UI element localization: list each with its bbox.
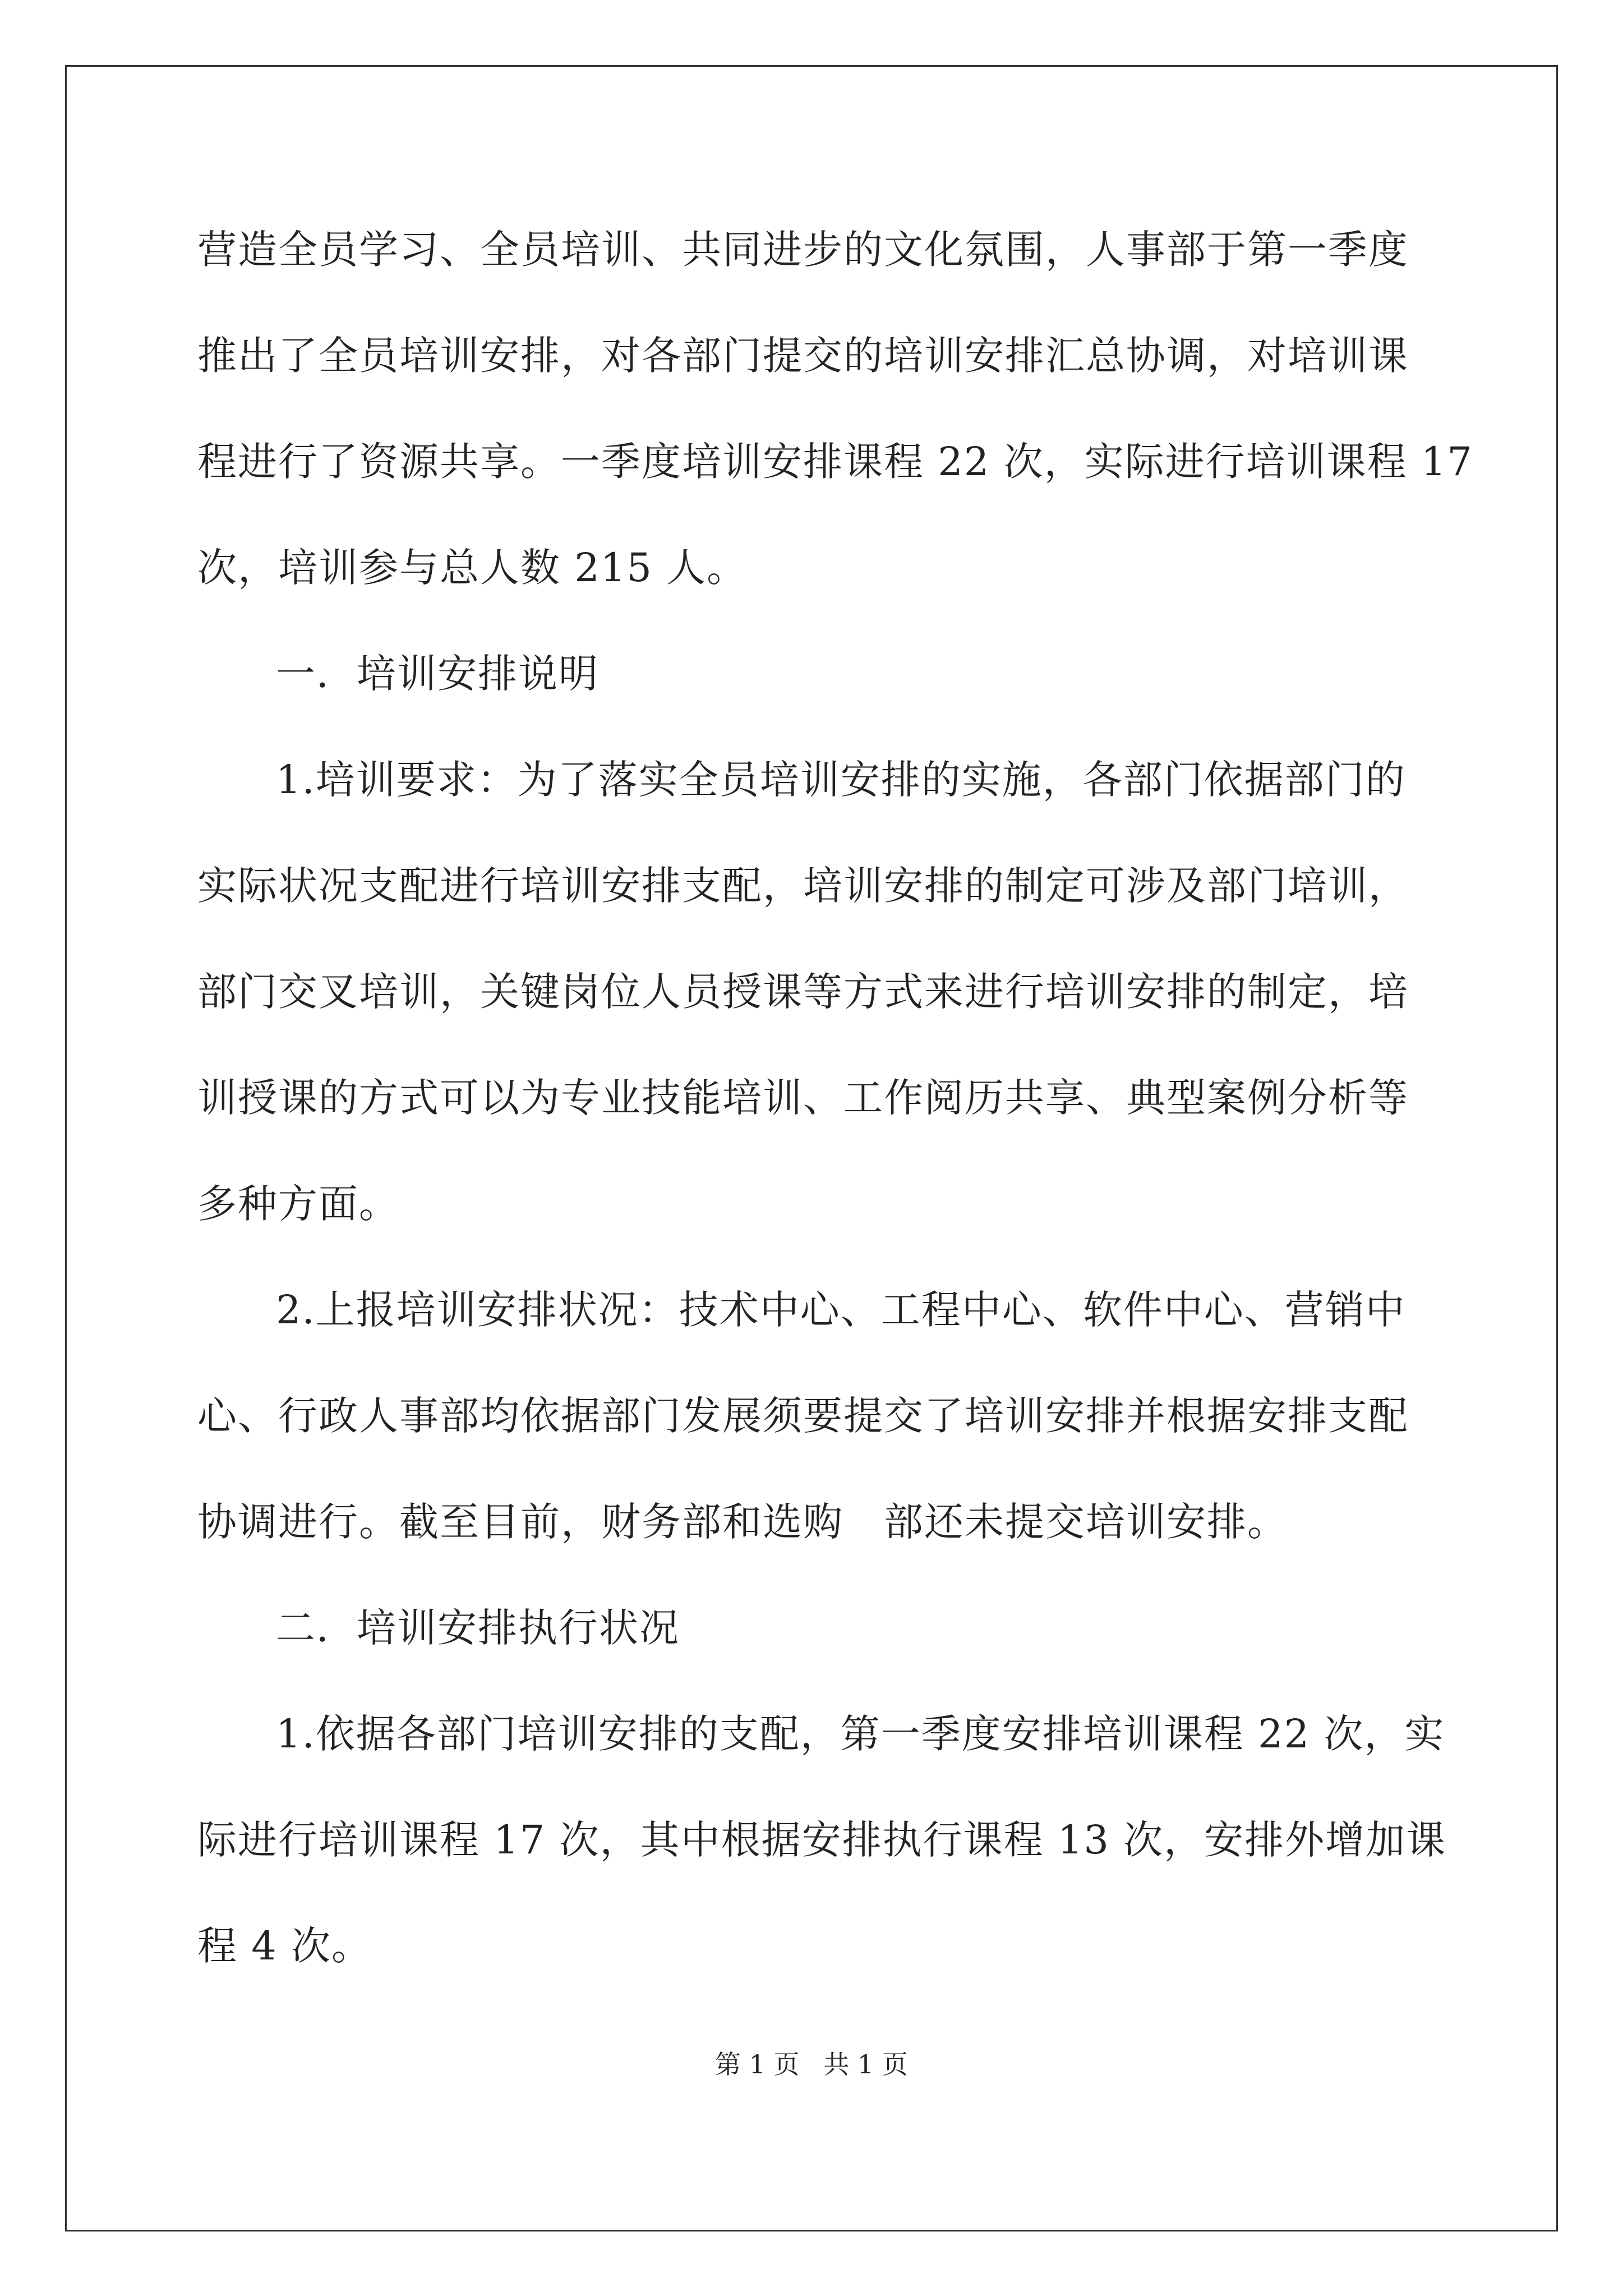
paragraph-line: 1.培训要求：为了落实全员培训安排的实施，各部门依据部门的 xyxy=(276,757,1406,803)
section-heading: 二．培训安排执行状况 xyxy=(276,1605,680,1651)
paragraph-line: 程进行了资源共享。一季度培训安排课程 22 次，实际进行培训课程 17 xyxy=(197,439,1473,485)
paragraph-line: 营造全员学习、全员培训、共同进步的文化氛围，人事部于第一季度 xyxy=(197,227,1409,273)
paragraph-line: 推出了全员培训安排，对各部门提交的培训安排汇总协调，对培训课 xyxy=(197,333,1409,379)
paragraph-line: 心、行政人事部均依据部门发展须要提交了培训安排并根据安排支配 xyxy=(197,1393,1409,1439)
paragraph-line: 际进行培训课程 17 次，其中根据安排执行课程 13 次，安排外增加课 xyxy=(197,1817,1447,1863)
paragraph-line: 训授课的方式可以为专业技能培训、工作阅历共享、典型案例分析等 xyxy=(197,1075,1409,1121)
paragraph-line: 实际状况支配进行培训安排支配，培训安排的制定可涉及部门培训， xyxy=(197,863,1409,909)
page-number: 第 1 页 xyxy=(715,2049,800,2079)
paragraph-line: 协调进行。截至目前，财务部和选购 部还未提交培训安排。 xyxy=(197,1499,1288,1545)
section-heading: 一．培训安排说明 xyxy=(276,651,599,697)
paragraph-line: 部门交叉培训，关键岗位人员授课等方式来进行培训安排的制定，培 xyxy=(197,969,1409,1015)
paragraph-line: 1.依据各部门培训安排的支配，第一季度安排培训课程 22 次，实 xyxy=(276,1711,1445,1757)
page-frame xyxy=(65,65,1558,2231)
paragraph-line: 多种方面。 xyxy=(197,1181,399,1227)
paragraph-line: 次，培训参与总人数 215 人。 xyxy=(197,545,748,591)
paragraph-line: 程 4 次。 xyxy=(197,1923,372,1969)
paragraph-line: 2.上报培训安排状况：技术中心、工程中心、软件中心、营销中 xyxy=(276,1287,1406,1333)
page-total: 共 1 页 xyxy=(823,2049,908,2079)
page-footer xyxy=(0,2047,1623,2081)
